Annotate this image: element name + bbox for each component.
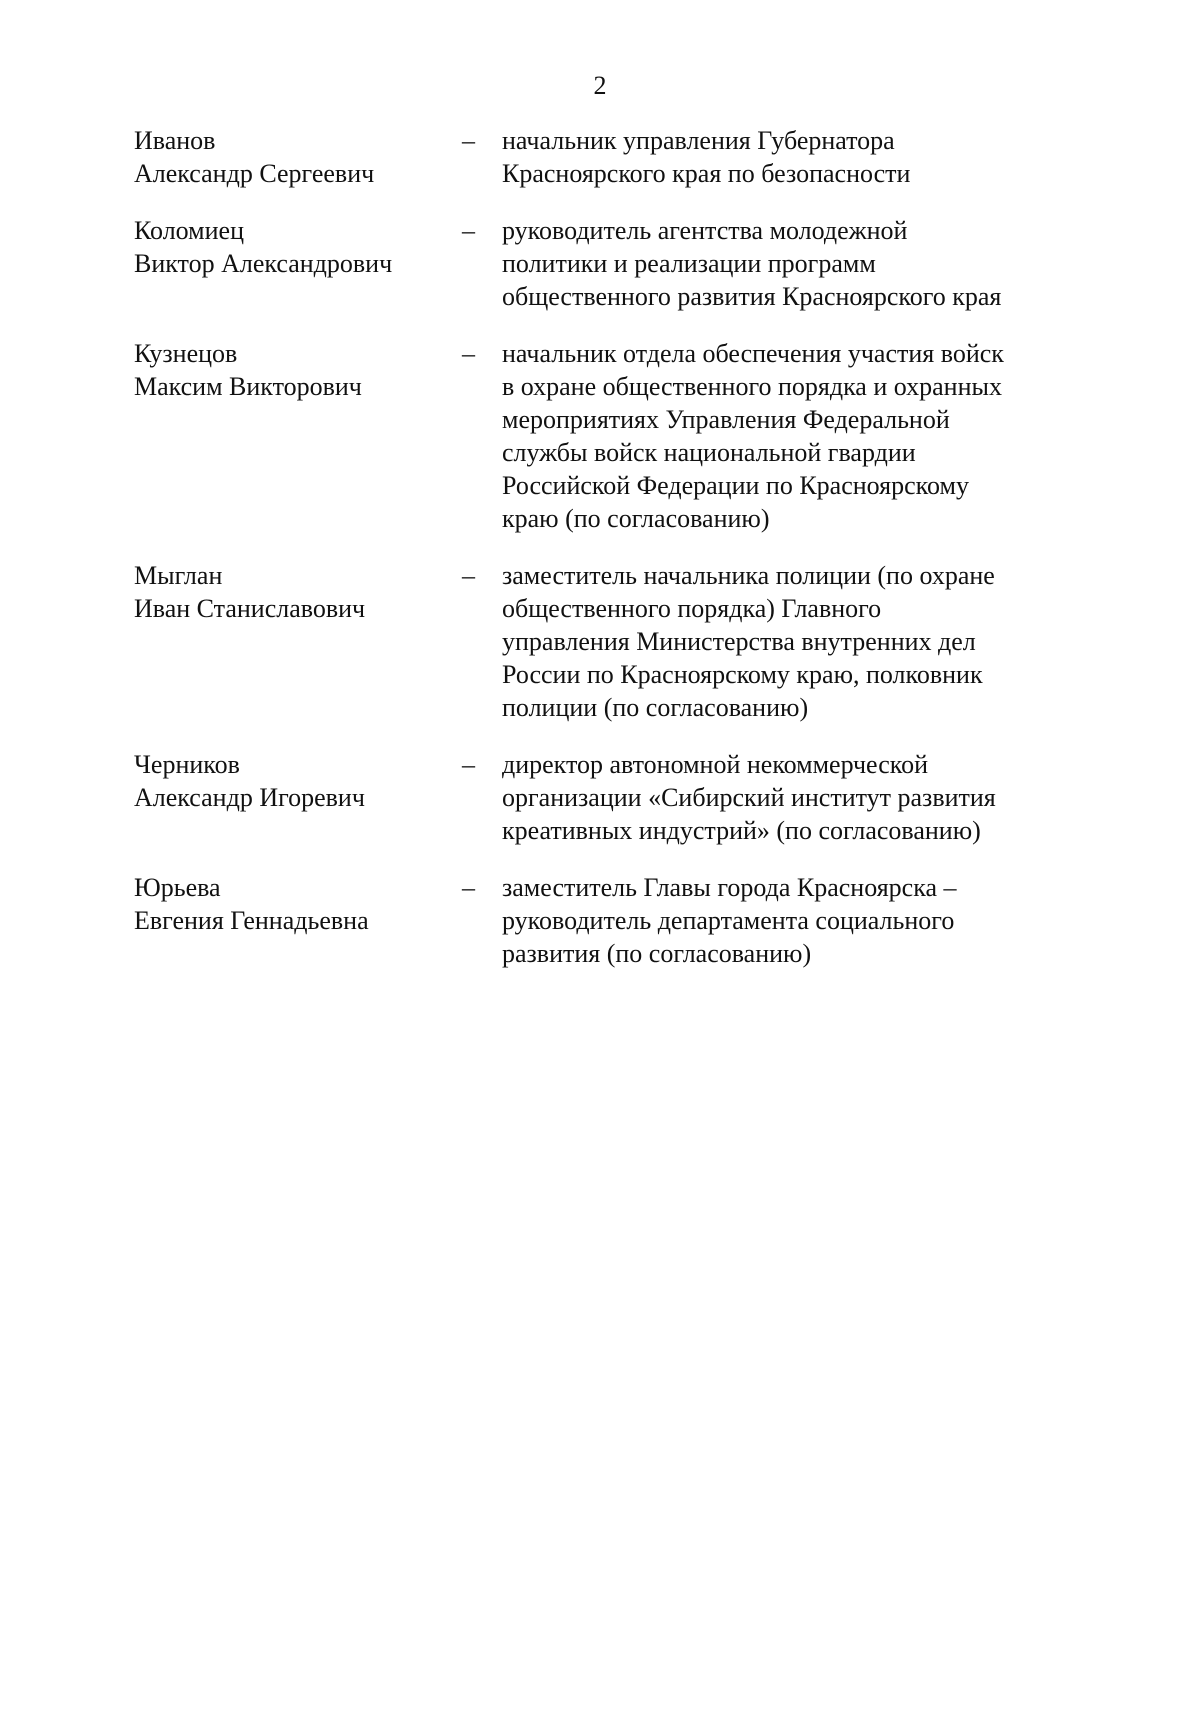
member-role-line: креативных индустрий» (по согласованию)	[502, 816, 981, 845]
member-dash: –	[462, 561, 475, 590]
member-role	[502, 214, 1074, 313]
member-role-line: заместитель Главы города Красноярска –	[502, 873, 957, 902]
member-name	[134, 337, 462, 535]
member-given-names: Александр Сергеевич	[134, 159, 375, 188]
member-role-line: Красноярского края по безопасности	[502, 159, 911, 188]
member-role	[502, 124, 1074, 190]
member-role-line: директор автономной некоммерческой	[502, 750, 928, 779]
member-given-names: Максим Викторович	[134, 372, 362, 401]
member-entry	[134, 748, 1074, 847]
member-dash: –	[462, 750, 475, 779]
member-given-names: Александр Игоревич	[134, 783, 365, 812]
member-role-line: начальник отдела обеспечения участия войск	[502, 339, 1004, 368]
member-role	[502, 748, 1074, 847]
member-dash: –	[462, 126, 475, 155]
member-given-names: Виктор Александрович	[134, 249, 393, 278]
member-surname: Юрьева	[134, 873, 221, 902]
member-surname: Иванов	[134, 126, 216, 155]
member-role	[502, 559, 1074, 724]
member-entry	[134, 214, 1074, 313]
member-role-line: краю (по согласованию)	[502, 504, 770, 533]
member-role-line: мероприятиях Управления Федеральной	[502, 405, 950, 434]
member-role-line: в охране общественного порядка и охранных	[502, 372, 1002, 401]
member-dash: –	[462, 873, 475, 902]
member-entry	[134, 337, 1074, 535]
member-role-line: управления Министерства внутренних дел	[502, 627, 976, 656]
member-dash: –	[462, 339, 475, 368]
member-entry	[134, 871, 1074, 970]
member-surname: Кузнецов	[134, 339, 238, 368]
member-role-line: России по Красноярскому краю, полковник	[502, 660, 983, 689]
member-role	[502, 337, 1074, 535]
member-entry	[134, 124, 1074, 190]
member-name	[134, 559, 462, 724]
member-role	[502, 871, 1074, 970]
member-surname: Коломиец	[134, 216, 245, 245]
member-given-names: Иван Станиславович	[134, 594, 366, 623]
member-surname: Черников	[134, 750, 240, 779]
member-role-line: руководитель департамента социального	[502, 906, 955, 935]
member-list	[134, 124, 1074, 994]
member-role-line: организации «Сибирский институт развития	[502, 783, 996, 812]
member-name	[134, 748, 462, 847]
member-given-names: Евгения Геннадьевна	[134, 906, 369, 935]
member-surname: Мыглан	[134, 561, 223, 590]
member-name	[134, 214, 462, 313]
member-role-line: Российской Федерации по Красноярскому	[502, 471, 969, 500]
member-dash: –	[462, 216, 475, 245]
member-role-line: руководитель агентства молодежной	[502, 216, 908, 245]
member-entry	[134, 559, 1074, 724]
member-role-line: общественного развития Красноярского края	[502, 282, 1002, 311]
member-role-line: заместитель начальника полиции (по охране	[502, 561, 995, 590]
member-role-line: полиции (по согласованию)	[502, 693, 809, 722]
member-role-line: начальник управления Губернатора	[502, 126, 895, 155]
member-role-line: службы войск национальной гвардии	[502, 438, 916, 467]
member-role-line: развития (по согласованию)	[502, 939, 812, 968]
member-name	[134, 124, 462, 190]
member-role-line: политики и реализации программ	[502, 249, 876, 278]
member-role-line: общественного порядка) Главного	[502, 594, 882, 623]
page-number: 2	[593, 71, 607, 100]
member-name	[134, 871, 462, 970]
